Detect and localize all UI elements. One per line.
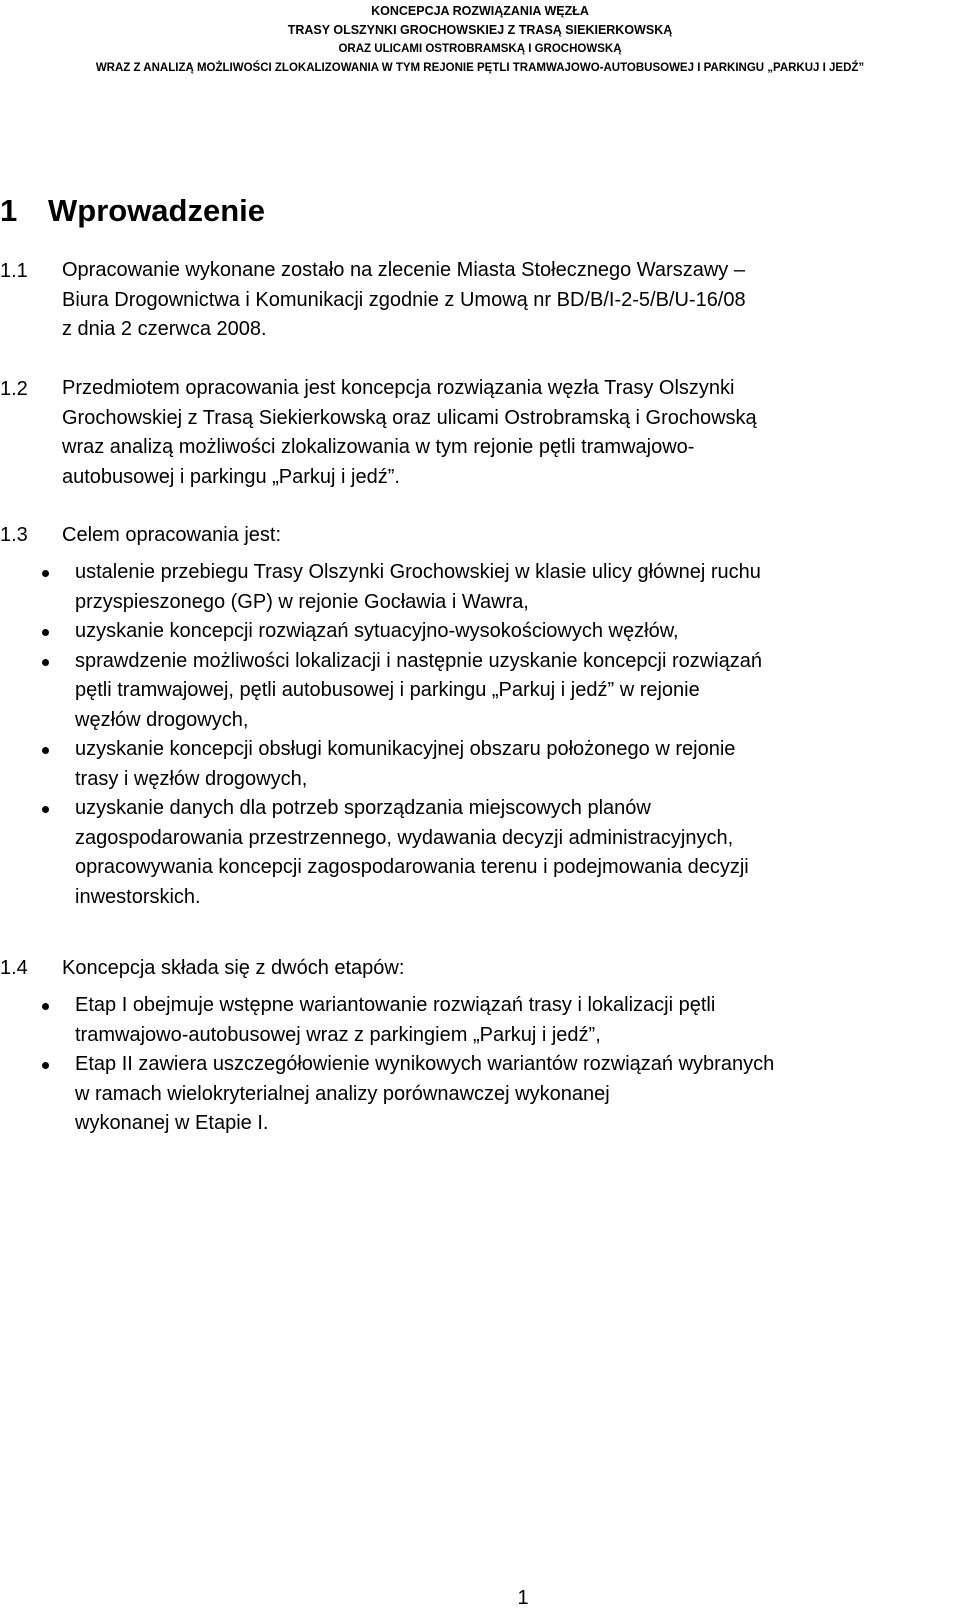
- list-item: uzyskanie koncepcji obsługi komunikacyjnej obszaru położonego w rejonie trasy i węzłów drogowych,: [0, 735, 955, 794]
- page-number: 1: [517, 1587, 529, 1609]
- bullet-icon: [42, 629, 49, 636]
- section-number: 1.1: [0, 260, 28, 282]
- bullet-icon: [42, 806, 49, 813]
- bullet-icon: [42, 1062, 49, 1069]
- section-1-1: [0, 256, 955, 345]
- list-item: Etap I obejmuje wstępne wariantowanie rozwiązań trasy i lokalizacji pętli tramwajowo-autobusowej wraz z parkingiem „Parkuj i jedź”,: [0, 991, 955, 1050]
- chapter-heading: [0, 193, 265, 229]
- list-item: uzyskanie koncepcji rozwiązań sytuacyjno-wysokościowych węzłów,: [0, 617, 955, 647]
- header-line-1: KONCEPCJA ROZWIĄZANIA WĘZŁA: [371, 4, 589, 18]
- list-item: sprawdzenie możliwości lokalizacji i następnie uzyskanie koncepcji rozwiązań pętli tramwajowej, pętli autobusowej i parkingu „Parkuj i jedź” w rejonie węzłów drogowych,: [0, 647, 955, 736]
- section-heading: Koncepcja składa się z dwóch etapów:: [62, 957, 405, 979]
- goals-list: [0, 558, 955, 912]
- section-text: Opracowanie wykonane zostało na zlecenie Miasta Stołecznego Warszawy – Biura Drogownictwa i Komunikacji zgodnie z Umową nr BD/B/I-2-5/B/U-16/08 z dnia 2 czerwca 2008.: [62, 259, 746, 340]
- list-item: Etap II zawiera uszczegółowienie wynikowych wariantów rozwiązań wybranych w ramach wielokryterialnej analizy porównawczej wykonanej wykonanej w Etapie I.: [0, 1050, 955, 1139]
- section-number: 1.4: [0, 957, 28, 979]
- section-1-3: [0, 520, 955, 912]
- header-line-4: WRAZ Z ANALIZĄ MOŻLIWOŚCI ZLOKALIZOWANIA W TYM REJONIE PĘTLI TRAMWAJOWO-AUTOBUSOWEJ I PARKINGU „PARKUJ I JEDŹ”: [95, 62, 865, 74]
- bullet-icon: [42, 570, 49, 577]
- section-number: 1.2: [0, 378, 28, 400]
- header-line-2: TRASY OLSZYNKI GROCHOWSKIEJ Z TRASĄ SIEKIERKOWSKĄ: [287, 23, 673, 37]
- list-item: uzyskanie danych dla potrzeb sporządzania miejscowych planów zagospodarowania przestrzennego, wydawania decyzji administracyjnych, opracowywania koncepcji zagospodarowania terenu i podejmowania decyzji inwestorskich.: [0, 794, 955, 912]
- chapter-title: Wprowadzenie: [48, 193, 266, 228]
- section-1-2: [0, 374, 955, 492]
- list-item: ustalenie przebiegu Trasy Olszynki Grochowskiej w klasie ulicy głównej ruchu przyspieszonego (GP) w rejonie Gocławia i Wawra,: [0, 558, 955, 617]
- section-number: 1.3: [0, 524, 28, 546]
- bullet-icon: [42, 747, 49, 754]
- section-text: Przedmiotem opracowania jest koncepcja rozwiązania węzła Trasy Olszynki Grochowskiej z Trasą Siekierkowską oraz ulicami Ostrobramską i Grochowską wraz analizą możliwości zlokalizowania w tym rejonie pętli tramwajowo- autobusowej i parkingu „Parkuj i jedź”.: [62, 377, 757, 488]
- stages-list: [0, 991, 955, 1139]
- section-heading: Celem opracowania jest:: [62, 524, 281, 546]
- header-line-3: ORAZ ULICAMI OSTROBRAMSKĄ I GROCHOWSKĄ: [338, 43, 622, 55]
- bullet-icon: [42, 659, 49, 666]
- running-header: [0, 2, 960, 78]
- bullet-icon: [42, 1003, 49, 1010]
- section-1-4: [0, 953, 955, 1139]
- chapter-number: 1: [0, 193, 18, 228]
